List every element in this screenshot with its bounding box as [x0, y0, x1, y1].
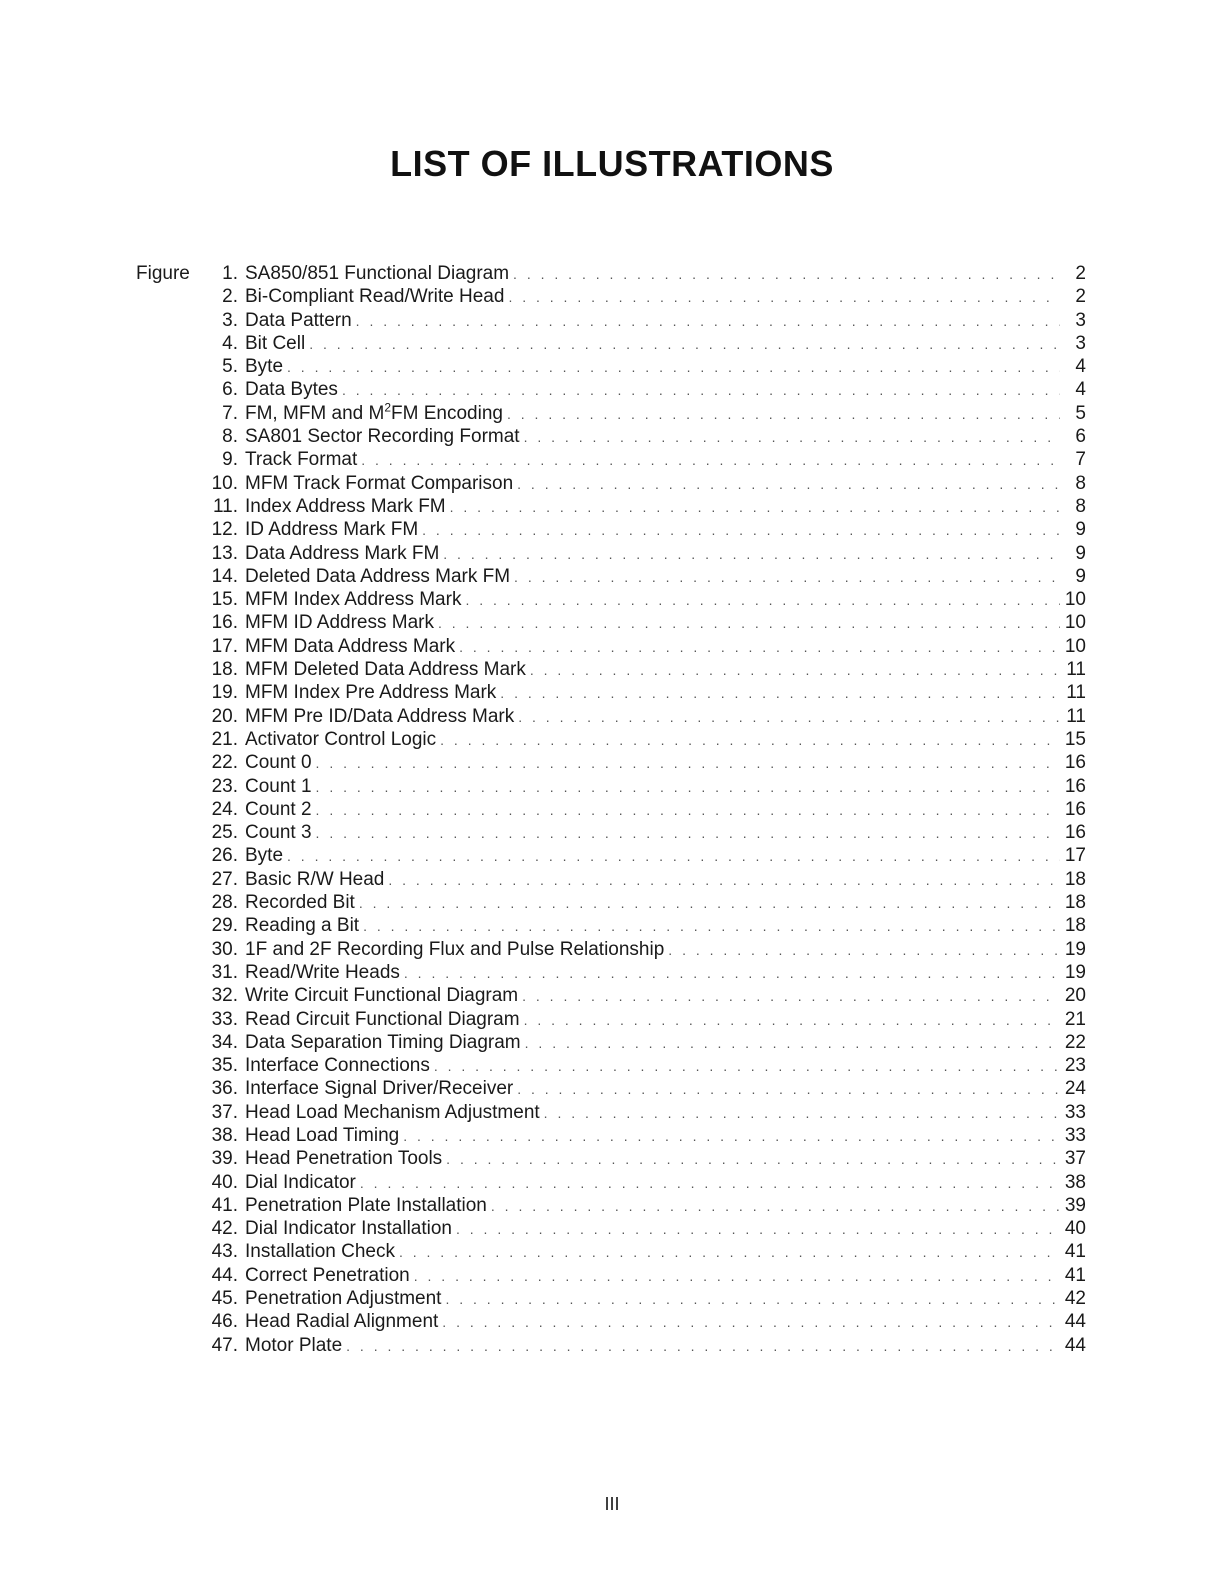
- figure-title-text: Head Penetration Tools: [245, 1148, 443, 1170]
- figure-title: [245, 844, 287, 867]
- list-item: [196, 1077, 1086, 1100]
- figure-number: 33.: [211, 1008, 238, 1030]
- dot-leader: [524, 1009, 1060, 1032]
- dot-leader: [513, 263, 1060, 286]
- figure-title-text: Count 0: [245, 752, 312, 774]
- figure-title: [245, 565, 514, 588]
- page-reference: 10: [1064, 612, 1086, 634]
- page-reference: 10: [1064, 635, 1086, 657]
- list-item: [196, 355, 1086, 378]
- figure-number: 34.: [211, 1031, 238, 1053]
- page-reference: 18: [1064, 868, 1086, 890]
- figure-title-text: MFM Track Format Comparison: [245, 472, 514, 494]
- figure-title-text: Byte: [245, 845, 284, 867]
- dot-leader: [422, 519, 1060, 542]
- list-item: [196, 1310, 1086, 1333]
- list-item: [196, 751, 1086, 774]
- figure-title: [245, 705, 518, 728]
- dot-leader: [356, 310, 1060, 333]
- page-reference: 40: [1064, 1218, 1086, 1240]
- dot-leader: [316, 799, 1060, 822]
- dot-leader: [517, 1078, 1060, 1101]
- figure-title: [245, 1240, 399, 1263]
- dot-leader: [438, 612, 1060, 635]
- list-item: [196, 1031, 1086, 1054]
- figure-number: 26.: [211, 845, 238, 867]
- figure-title: [245, 1287, 445, 1310]
- page-reference: 11: [1066, 705, 1086, 727]
- figure-title: [245, 1334, 346, 1357]
- figure-number: 8.: [222, 426, 238, 448]
- page-title: LIST OF ILLUSTRATIONS: [390, 143, 834, 184]
- dot-leader: [530, 659, 1060, 682]
- figure-title-text: Index Address Mark FM: [245, 495, 446, 517]
- dot-leader: [508, 286, 1060, 309]
- figure-number: 38.: [211, 1124, 238, 1146]
- dot-leader: [359, 892, 1060, 915]
- page-reference: 16: [1064, 798, 1086, 820]
- page-reference: 6: [1075, 426, 1086, 448]
- page-reference: 33: [1064, 1101, 1086, 1123]
- page-reference: 19: [1064, 938, 1086, 960]
- dot-leader: [500, 682, 1060, 705]
- figure-title: [245, 495, 450, 518]
- figure-title: [245, 402, 507, 425]
- figure-title: [245, 1264, 414, 1287]
- list-item: [196, 1217, 1086, 1240]
- figure-title-text: Penetration Adjustment: [245, 1288, 442, 1310]
- page-reference: 19: [1064, 961, 1086, 983]
- page-reference: 16: [1064, 822, 1086, 844]
- figure-title-text: Motor Plate: [245, 1334, 343, 1356]
- list-item: [196, 472, 1086, 495]
- figure-number: 44.: [211, 1264, 238, 1286]
- figure-title: [245, 1008, 524, 1031]
- figure-title-text: MFM Pre ID/Data Address Mark: [245, 705, 515, 727]
- list-item: [196, 285, 1086, 308]
- figure-title: [245, 1310, 442, 1333]
- page-reference: 37: [1064, 1148, 1086, 1170]
- figure-title: [245, 262, 513, 285]
- figure-label: Figure: [136, 263, 190, 284]
- figure-number: 37.: [211, 1101, 238, 1123]
- dot-leader: [525, 1032, 1060, 1055]
- page-reference: 16: [1064, 752, 1086, 774]
- figure-title-text: Bit Cell: [245, 332, 306, 354]
- figure-title: [245, 1171, 360, 1194]
- figure-number: 25.: [211, 822, 238, 844]
- figure-number: 36.: [211, 1078, 238, 1100]
- figure-title-text: Correct Penetration: [245, 1264, 410, 1286]
- figure-number: 23.: [211, 775, 238, 797]
- figure-number: 12.: [211, 519, 238, 541]
- list-item: [196, 821, 1086, 844]
- page-reference: 3: [1075, 309, 1086, 331]
- page-reference: 39: [1064, 1194, 1086, 1216]
- list-item: [196, 332, 1086, 355]
- figure-number: 28.: [211, 892, 238, 914]
- figure-title-text: MFM Data Address Mark: [245, 635, 456, 657]
- figure-title-text: Count 2: [245, 798, 312, 820]
- figure-title: [245, 518, 422, 541]
- page-reference: 24: [1064, 1078, 1086, 1100]
- list-item: [196, 402, 1086, 425]
- figure-title-text: Data Pattern: [245, 309, 352, 331]
- figure-title: [245, 775, 316, 798]
- dot-leader: [522, 985, 1060, 1008]
- figure-title: [245, 355, 287, 378]
- figure-number: 15.: [211, 589, 238, 611]
- list-item: [196, 1264, 1086, 1287]
- figure-title-text: Data Address Mark FM: [245, 542, 440, 564]
- figure-title: [245, 1077, 517, 1100]
- dot-leader: [518, 706, 1060, 729]
- list-item: [196, 309, 1086, 332]
- dot-leader: [507, 403, 1060, 426]
- figure-number: 30.: [211, 938, 238, 960]
- figure-number: 20.: [211, 705, 238, 727]
- figure-number: 32.: [211, 985, 238, 1007]
- figure-title-text: Write Circuit Functional Diagram: [245, 985, 519, 1007]
- dot-leader: [514, 566, 1060, 589]
- page-reference: 33: [1064, 1124, 1086, 1146]
- figure-number: 10.: [211, 472, 238, 494]
- figure-title: [245, 914, 363, 937]
- figure-number: 17.: [211, 635, 238, 657]
- list-item: [196, 1124, 1086, 1147]
- page-reference: 18: [1064, 915, 1086, 937]
- list-item: [196, 1008, 1086, 1031]
- page-reference: 23: [1064, 1055, 1086, 1077]
- list-item: [196, 658, 1086, 681]
- dot-leader: [443, 543, 1060, 566]
- figure-title: [245, 938, 668, 961]
- list-item: [196, 542, 1086, 565]
- page-reference: 11: [1066, 682, 1086, 704]
- list-item: [196, 1240, 1086, 1263]
- figure-title-text: Head Load Mechanism Adjustment: [245, 1101, 540, 1123]
- figure-title-text: ID Address Mark FM: [245, 519, 419, 541]
- list-item: [196, 1194, 1086, 1217]
- figure-title: [245, 1124, 403, 1147]
- list-item: [196, 1171, 1086, 1194]
- figure-title: [245, 425, 524, 448]
- list-item: [196, 938, 1086, 961]
- figure-title: [245, 472, 517, 495]
- figure-title-text: 1F and 2F Recording Flux and Pulse Relationship: [245, 938, 665, 960]
- superscript: 2: [384, 400, 392, 415]
- list-item: [196, 1287, 1086, 1310]
- page-reference: 42: [1064, 1288, 1086, 1310]
- figure-title: [245, 1031, 525, 1054]
- dot-leader: [360, 1172, 1060, 1195]
- list-item: [196, 1334, 1086, 1357]
- figure-number: 11.: [212, 495, 238, 517]
- page-reference: 2: [1075, 263, 1086, 284]
- page-reference: 4: [1075, 356, 1086, 378]
- figure-title: [245, 611, 438, 634]
- figure-number: 19.: [211, 682, 238, 704]
- dot-leader: [434, 1055, 1060, 1078]
- figure-title-text: Deleted Data Address Mark FM: [245, 565, 511, 587]
- figure-title-text: Activator Control Logic: [245, 728, 437, 750]
- figure-title: [245, 728, 440, 751]
- page-reference: 9: [1075, 565, 1086, 587]
- figure-number: 46.: [211, 1311, 238, 1333]
- figure-title-text: MFM ID Address Mark: [245, 612, 434, 634]
- dot-leader: [465, 589, 1060, 612]
- figure-title: [245, 961, 404, 984]
- figure-title-text: FM, MFM and M: [245, 402, 385, 424]
- figure-number: 2.: [222, 286, 238, 308]
- dot-leader: [404, 962, 1060, 985]
- figure-title: [245, 1054, 434, 1077]
- figure-title: [245, 751, 316, 774]
- dot-leader: [450, 496, 1060, 519]
- page-reference: 41: [1064, 1241, 1086, 1263]
- dot-leader: [459, 636, 1060, 659]
- dot-leader: [316, 776, 1060, 799]
- page-reference: 8: [1075, 495, 1086, 517]
- page-number: III: [604, 1494, 620, 1514]
- page-reference: 4: [1075, 379, 1086, 401]
- list-item: [196, 798, 1086, 821]
- figure-title-text: MFM Index Address Mark: [245, 589, 462, 611]
- figure-title-text: Recorded Bit: [245, 892, 355, 914]
- page-reference: 44: [1064, 1311, 1086, 1333]
- list-item: [196, 1147, 1086, 1170]
- figure-title: [245, 891, 359, 914]
- list-item: [196, 518, 1086, 541]
- figure-title: [245, 984, 522, 1007]
- dot-leader: [316, 752, 1060, 775]
- page-reference: 20: [1064, 985, 1086, 1007]
- figure-number: 18.: [211, 659, 238, 681]
- figure-title: [245, 658, 530, 681]
- list-item: [196, 984, 1086, 1007]
- dot-leader: [399, 1241, 1060, 1264]
- figure-title: [245, 868, 388, 891]
- figure-number: 16.: [211, 612, 238, 634]
- dot-leader: [346, 1335, 1060, 1358]
- illustrations-list: [196, 262, 1086, 1357]
- page-reference: 44: [1064, 1334, 1086, 1356]
- figure-number: 24.: [211, 798, 238, 820]
- figure-title-text: Track Format: [245, 449, 358, 471]
- figure-number: 22.: [211, 752, 238, 774]
- figure-number: 27.: [211, 868, 238, 890]
- figure-title: [245, 1217, 456, 1240]
- list-item: [196, 728, 1086, 751]
- list-item: [196, 448, 1086, 471]
- figure-title-text: Installation Check: [245, 1241, 395, 1263]
- figure-title-text: Count 3: [245, 822, 312, 844]
- dot-leader: [287, 845, 1060, 868]
- figure-number: 35.: [211, 1055, 238, 1077]
- list-item: [196, 681, 1086, 704]
- page-reference: 15: [1064, 728, 1086, 750]
- figure-number: 41.: [211, 1194, 238, 1216]
- figure-title-text: Dial Indicator: [245, 1171, 356, 1193]
- figure-title-text: Reading a Bit: [245, 915, 360, 937]
- dot-leader: [524, 426, 1060, 449]
- dot-leader: [316, 822, 1060, 845]
- list-item: [196, 565, 1086, 588]
- figure-title-text: SA850/851 Functional Diagram: [245, 263, 510, 284]
- page-reference: 10: [1064, 589, 1086, 611]
- figure-title: [245, 635, 459, 658]
- page-reference: 3: [1075, 332, 1086, 354]
- list-item: [196, 1101, 1086, 1124]
- figure-title: [245, 1101, 544, 1124]
- figure-number: 4.: [222, 332, 238, 354]
- list-item: [196, 425, 1086, 448]
- list-item: [196, 868, 1086, 891]
- figure-number: 40.: [211, 1171, 238, 1193]
- figure-title: [245, 821, 316, 844]
- figure-title-text: MFM Deleted Data Address Mark: [245, 659, 526, 681]
- list-item: [196, 495, 1086, 518]
- dot-leader: [309, 333, 1060, 356]
- dot-leader: [442, 1311, 1060, 1334]
- figure-number: 7.: [222, 402, 238, 424]
- figure-title: [245, 448, 361, 471]
- list-item: [196, 705, 1086, 728]
- figure-title: [245, 1147, 446, 1170]
- figure-title-text: Head Radial Alignment: [245, 1311, 439, 1333]
- figure-number: 3.: [222, 309, 238, 331]
- list-item: [196, 844, 1086, 867]
- figure-title-text: Bi-Compliant Read/Write Head: [245, 286, 505, 308]
- figure-title: [245, 681, 500, 704]
- dot-leader: [491, 1195, 1060, 1218]
- dot-leader: [445, 1288, 1060, 1311]
- figure-number: 21.: [211, 728, 238, 750]
- page-reference: 7: [1075, 449, 1086, 471]
- figure-number: 5.: [222, 356, 238, 378]
- list-item: [196, 1054, 1086, 1077]
- dot-leader: [414, 1265, 1060, 1288]
- dot-leader: [456, 1218, 1060, 1241]
- page-reference: 9: [1075, 542, 1086, 564]
- figure-title-text: Interface Connections: [245, 1055, 430, 1077]
- figure-title-text: Count 1: [245, 775, 312, 797]
- dot-leader: [517, 473, 1060, 496]
- figure-title-text: Read Circuit Functional Diagram: [245, 1008, 520, 1030]
- page-reference: 18: [1064, 892, 1086, 914]
- dot-leader: [446, 1148, 1060, 1171]
- dot-leader: [403, 1125, 1060, 1148]
- page-reference: 17: [1064, 845, 1086, 867]
- dot-leader: [388, 869, 1060, 892]
- list-item: [196, 262, 1086, 285]
- figure-title-text: Penetration Plate Installation: [245, 1194, 487, 1216]
- page-reference: 22: [1064, 1031, 1086, 1053]
- figure-title: [245, 332, 309, 355]
- figure-number: 1.: [222, 263, 238, 284]
- figure-title: [245, 1194, 491, 1217]
- dot-leader: [287, 356, 1060, 379]
- figure-title-text: Read/Write Heads: [245, 961, 400, 983]
- page-reference: 9: [1075, 519, 1086, 541]
- figure-title: [245, 285, 508, 308]
- list-item: [196, 588, 1086, 611]
- figure-number: 6.: [222, 379, 238, 401]
- figure-title-text: Interface Signal Driver/Receiver: [245, 1078, 514, 1100]
- figure-title-text: Data Bytes: [245, 379, 338, 401]
- page-reference: 5: [1075, 402, 1086, 424]
- figure-number: 43.: [211, 1241, 238, 1263]
- figure-title: [245, 798, 316, 821]
- figure-number: 31.: [211, 961, 238, 983]
- figure-title: [245, 309, 356, 332]
- figure-number: 13.: [211, 542, 238, 564]
- page-reference: 21: [1064, 1008, 1086, 1030]
- list-item: [196, 635, 1086, 658]
- figure-title: [245, 542, 443, 565]
- figure-number: 14.: [211, 565, 238, 587]
- figure-title-text: MFM Index Pre Address Mark: [245, 682, 497, 704]
- figure-title-text: SA801 Sector Recording Format: [245, 426, 520, 448]
- dot-leader: [668, 939, 1060, 962]
- figure-title-text: FM Encoding: [391, 402, 503, 424]
- figure-title-text: Byte: [245, 356, 284, 378]
- figure-title-text: Head Load Timing: [245, 1124, 400, 1146]
- dot-leader: [342, 379, 1060, 402]
- figure-title-text: Data Separation Timing Diagram: [245, 1031, 521, 1053]
- list-item: [196, 775, 1086, 798]
- figure-number: 45.: [211, 1288, 238, 1310]
- page-reference: 11: [1066, 659, 1086, 681]
- page-reference: 41: [1064, 1264, 1086, 1286]
- page-reference: 16: [1064, 775, 1086, 797]
- page-reference: 8: [1075, 472, 1086, 494]
- figure-title: [245, 378, 342, 401]
- figure-title-text: Basic R/W Head: [245, 868, 385, 890]
- figure-number: 9.: [222, 449, 238, 471]
- page-reference: 2: [1075, 286, 1086, 308]
- dot-leader: [363, 915, 1060, 938]
- dot-leader: [440, 729, 1060, 752]
- figure-title-text: Dial Indicator Installation: [245, 1218, 452, 1240]
- list-item: [196, 378, 1086, 401]
- list-item: [196, 891, 1086, 914]
- list-item: [196, 611, 1086, 634]
- figure-number: 42.: [211, 1218, 238, 1240]
- figure-number: 39.: [211, 1148, 238, 1170]
- page-reference: 38: [1064, 1171, 1086, 1193]
- figure-number: 47.: [211, 1334, 238, 1356]
- figure-title: [245, 588, 465, 611]
- list-item: [196, 914, 1086, 937]
- dot-leader: [361, 449, 1060, 472]
- figure-number: 29.: [211, 915, 238, 937]
- list-item: [196, 961, 1086, 984]
- dot-leader: [544, 1102, 1060, 1125]
